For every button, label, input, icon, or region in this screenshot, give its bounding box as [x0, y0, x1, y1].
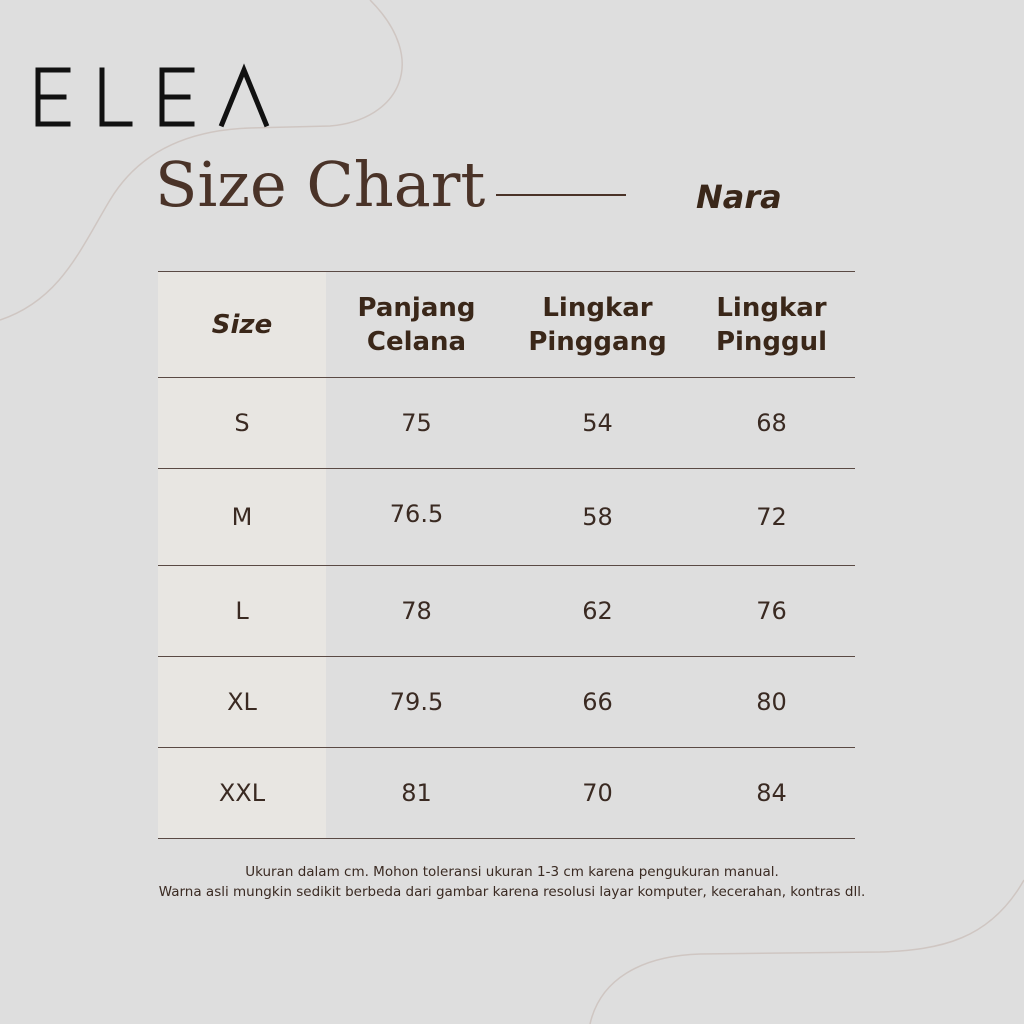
cell-value: 76	[688, 566, 855, 657]
table-row	[158, 566, 855, 657]
header-size: Size	[158, 272, 326, 378]
brand-logo	[34, 62, 274, 132]
cell-value: 62	[507, 566, 688, 657]
header-panjang-celana: Panjang Celana	[326, 272, 507, 378]
cell-value: 58	[507, 469, 688, 566]
cell-value: 76.5	[326, 469, 507, 566]
title-divider	[496, 194, 626, 196]
cell-size: XL	[158, 657, 326, 748]
cell-value: 66	[507, 657, 688, 748]
footnote	[0, 862, 1024, 902]
cell-value: 72	[688, 469, 855, 566]
table-row	[158, 657, 855, 748]
cell-size: S	[158, 378, 326, 469]
header-lingkar-pinggul: Lingkar Pinggul	[688, 272, 855, 378]
page-title: Size Chart	[155, 148, 486, 221]
table-row	[158, 748, 855, 839]
cell-value: 78	[326, 566, 507, 657]
cell-value: 81	[326, 748, 507, 839]
product-name: Nara	[696, 178, 782, 216]
cell-value: 68	[688, 378, 855, 469]
table-header-row	[158, 272, 855, 378]
footnote-line: Ukuran dalam cm. Mohon toleransi ukuran 1-3 cm karena pengukuran manual.	[245, 864, 779, 880]
brand-logo-mark	[34, 62, 274, 132]
cell-size: XXL	[158, 748, 326, 839]
cell-value: 79.5	[326, 657, 507, 748]
cell-size: L	[158, 566, 326, 657]
cell-value: 84	[688, 748, 855, 839]
cell-size: M	[158, 469, 326, 566]
cell-value: 80	[688, 657, 855, 748]
table-row	[158, 378, 855, 469]
cell-value: 75	[326, 378, 507, 469]
footnote-line: Warna asli mungkin sedikit berbeda dari gambar karena resolusi layar komputer, kecerahan, kontras dll.	[158, 884, 866, 900]
header-lingkar-pinggang: Lingkar Pinggang	[507, 272, 688, 378]
cell-value: 54	[507, 378, 688, 469]
table-row	[158, 469, 855, 566]
size-table	[158, 271, 855, 839]
cell-value: 70	[507, 748, 688, 839]
